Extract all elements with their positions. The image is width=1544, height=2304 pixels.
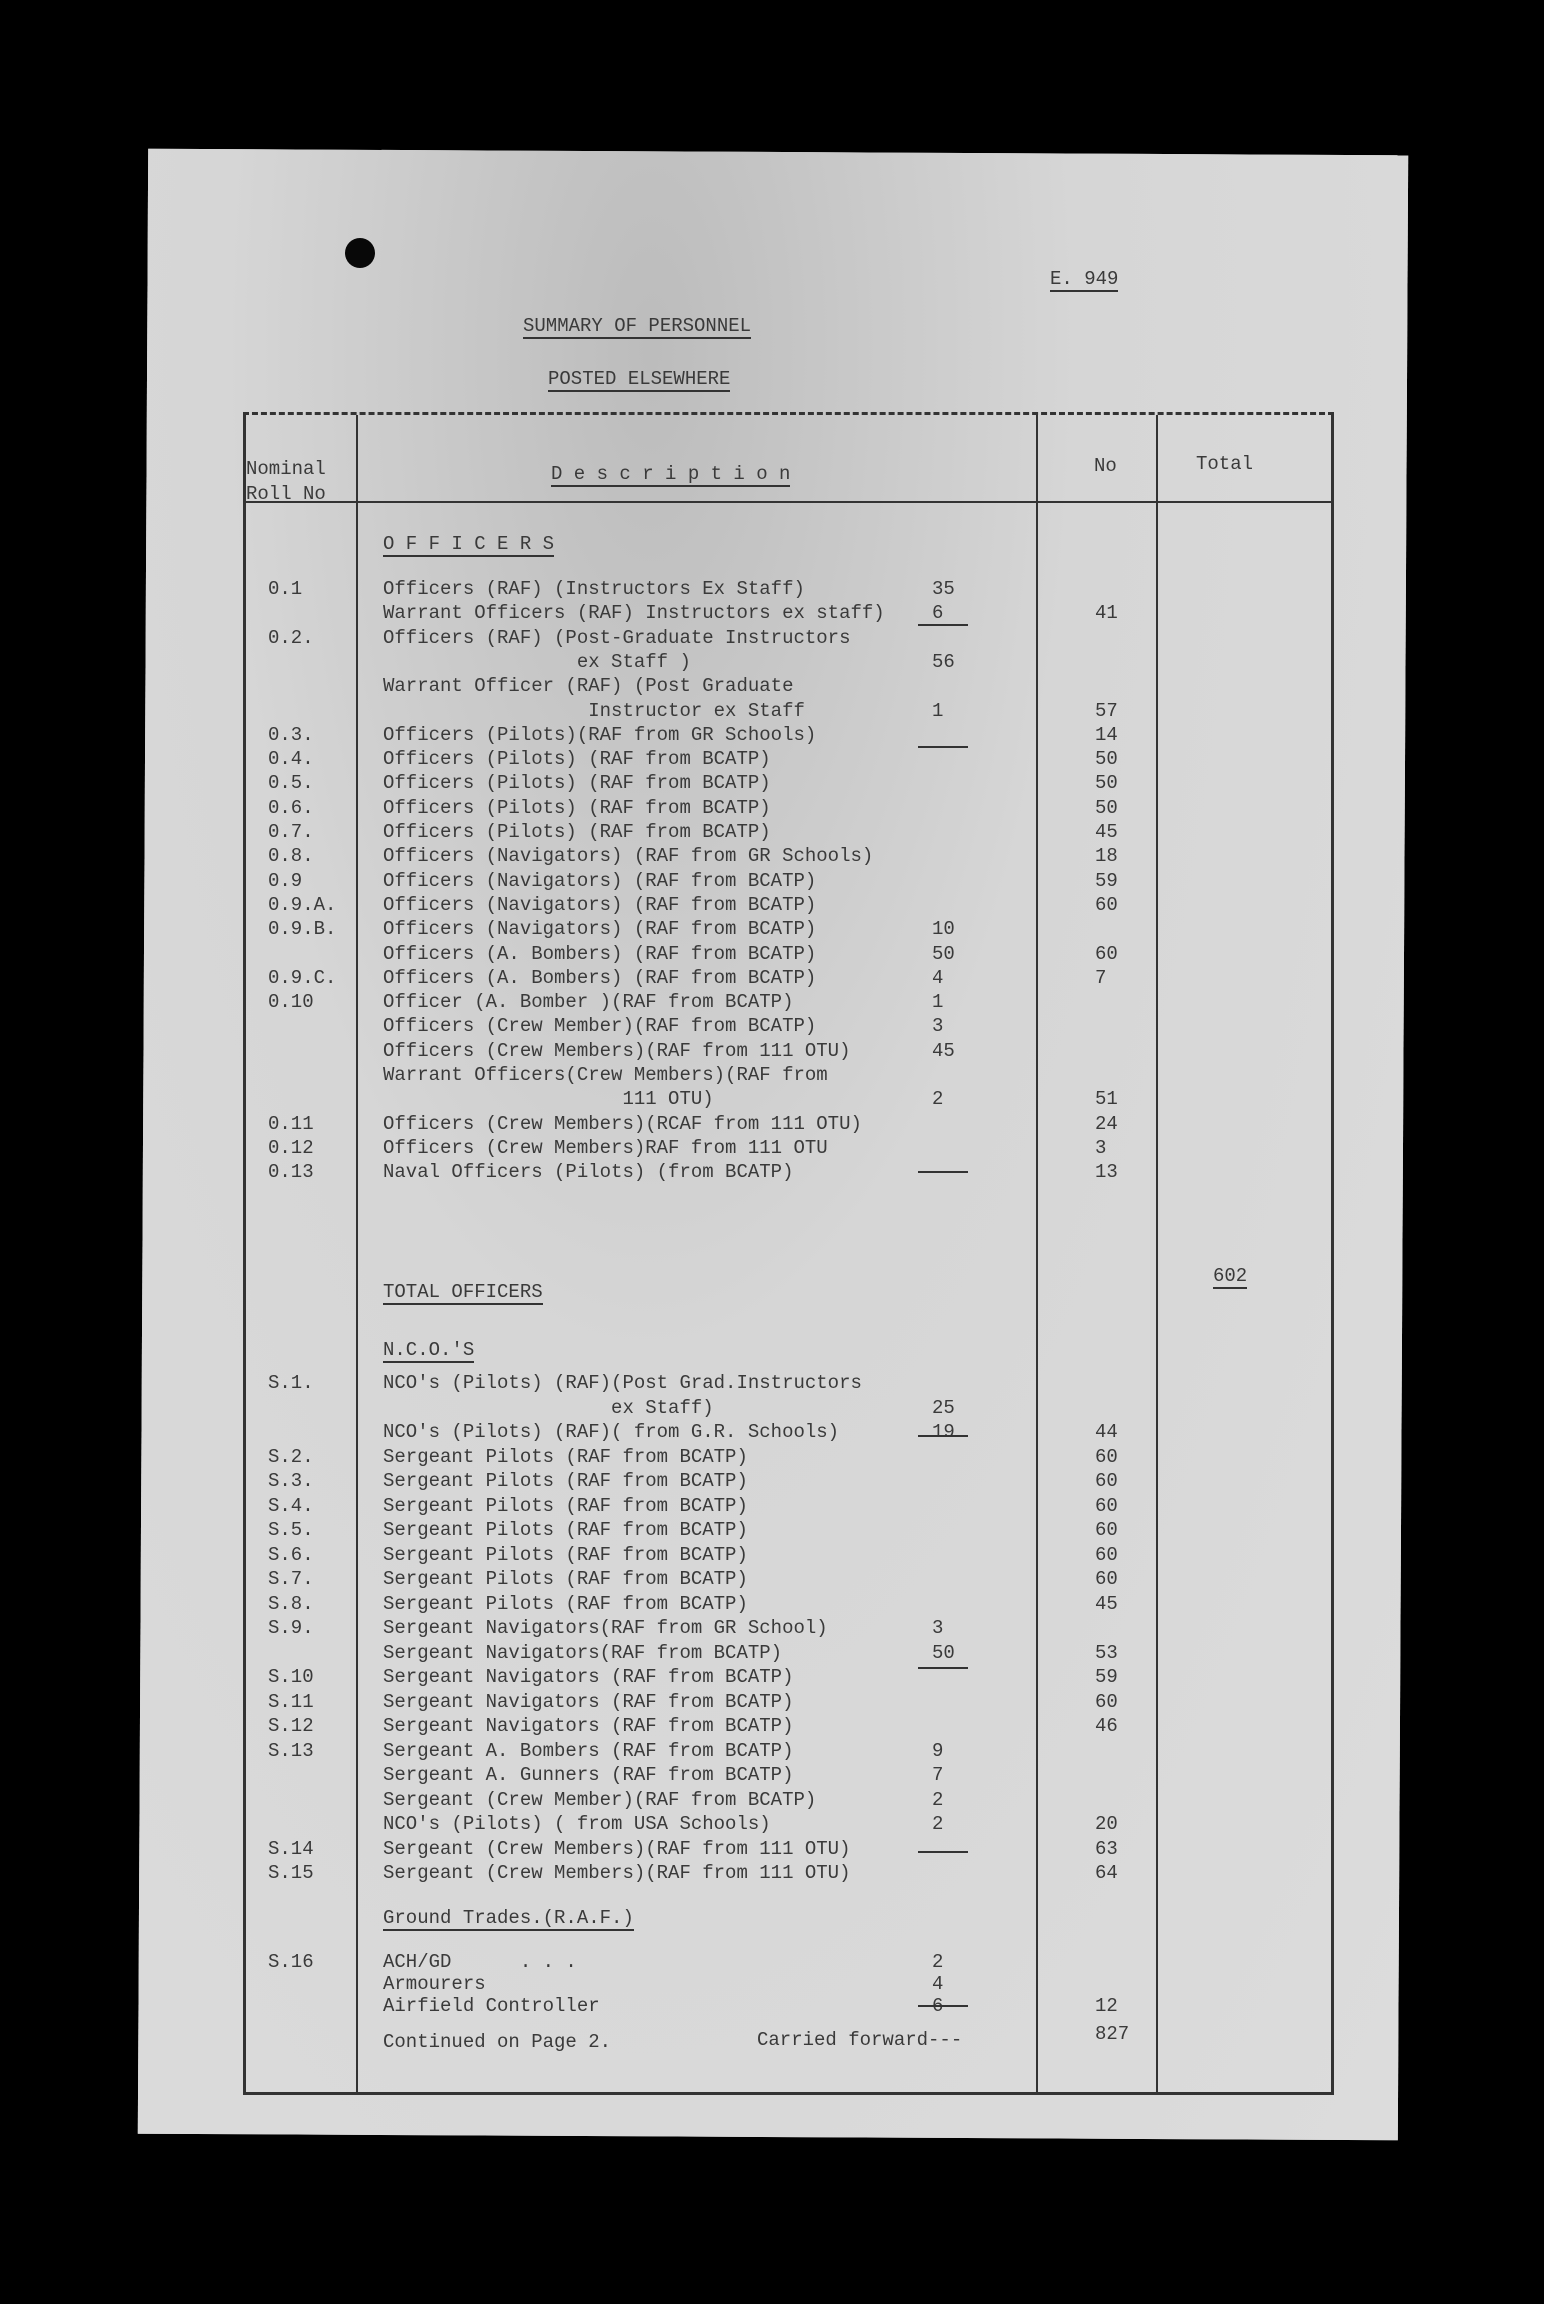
row-description: Officer (A. Bomber )(RAF from BCATP) — [383, 991, 794, 1014]
section-officers: O F F I C E R S — [383, 533, 555, 555]
row-description: Sergeant Navigators (RAF from BCATP) — [383, 1690, 794, 1713]
row-count: 41 — [1095, 602, 1118, 625]
roll-number: S.11 — [268, 1690, 314, 1713]
row-description: Warrant Officers(Crew Members)(RAF from — [383, 1064, 828, 1086]
row-count: 13 — [1095, 1161, 1118, 1184]
roll-number: 0.2. — [268, 626, 314, 649]
continued-note: Continued on Page 2. — [383, 2031, 612, 2053]
row-subcount: 3 — [932, 1015, 944, 1038]
row-description: Sergeant (Crew Members)(RAF from 111 OTU) — [383, 1837, 851, 1860]
roll-number: 0.9 — [268, 869, 303, 892]
row-count: 12 — [1095, 1995, 1118, 2017]
section-ground-trades: Ground Trades.(R.A.F.) — [383, 1907, 634, 1929]
total-officers-value: 602 — [1213, 1265, 1248, 1287]
row-description: Sergeant Pilots (RAF from BCATP) — [383, 1592, 748, 1615]
roll-number: 0.10 — [268, 991, 314, 1014]
roll-number: S.13 — [268, 1739, 314, 1762]
row-description: Officers (RAF) (Instructors Ex Staff) — [383, 578, 805, 600]
row-count: 60 — [1095, 1568, 1118, 1590]
row-description: Sergeant Pilots (RAF from BCATP) — [383, 1568, 748, 1590]
row-subcount: 56 — [932, 650, 955, 673]
row-description: Sergeant Navigators (RAF from BCATP) — [383, 1715, 794, 1737]
roll-number: S.7. — [268, 1568, 314, 1590]
document-reference: E. 949 — [1050, 268, 1119, 290]
row-description: Officers (A. Bombers) (RAF from BCATP) — [383, 966, 817, 989]
roll-number: 0.7. — [268, 821, 314, 843]
row-count: 59 — [1095, 869, 1118, 892]
subtotal-rule — [918, 746, 968, 748]
row-description: ex Staff) — [383, 1396, 714, 1419]
row-count: 59 — [1095, 1666, 1118, 1688]
row-description: NCO's (Pilots) (RAF)(Post Grad.Instructors — [383, 1372, 862, 1394]
row-description: Officers (A. Bombers) (RAF from BCATP) — [383, 942, 817, 965]
row-count: 60 — [1095, 942, 1118, 965]
subtotal-rule — [918, 1171, 968, 1173]
roll-number: 0.8. — [268, 845, 314, 868]
row-description: Armourers — [383, 1973, 486, 1995]
row-description: Officers (Crew Members)(RAF from 111 OTU) — [383, 1039, 851, 1062]
row-count: 60 — [1095, 1519, 1118, 1541]
row-count: 50 — [1095, 796, 1118, 819]
roll-number: S.2. — [268, 1445, 314, 1468]
subtotal-rule — [918, 1667, 968, 1669]
row-description: Officers (RAF) (Post-Graduate Instructors — [383, 626, 851, 649]
row-description: Sergeant A. Bombers (RAF from BCATP) — [383, 1739, 794, 1762]
row-description: Sergeant (Crew Member)(RAF from BCATP) — [383, 1788, 817, 1811]
row-count: 14 — [1095, 723, 1118, 746]
row-description: Officers (Crew Members)(RCAF from 111 OTU) — [383, 1112, 862, 1135]
roll-number: S.8. — [268, 1592, 314, 1615]
row-count: 60 — [1095, 1445, 1118, 1468]
row-subcount: 50 — [932, 1641, 955, 1664]
row-subcount: 2 — [932, 1813, 944, 1835]
row-description: Officers (Navigators) (RAF from GR Schools) — [383, 845, 874, 868]
row-description: Officers (Pilots) (RAF from BCATP) — [383, 796, 771, 819]
row-description: Naval Officers (Pilots) (from BCATP) — [383, 1161, 794, 1184]
row-description: NCO's (Pilots) ( from USA Schools) — [383, 1813, 771, 1835]
row-description: Sergeant Pilots (RAF from BCATP) — [383, 1470, 748, 1492]
header-no: No — [1094, 455, 1117, 477]
row-description: Officers (Navigators) (RAF from BCATP) — [383, 918, 817, 941]
roll-number: 0.4. — [268, 748, 314, 771]
row-subcount: 1 — [932, 699, 944, 722]
row-description: Officers (Navigators) (RAF from BCATP) — [383, 893, 817, 916]
row-description: Sergeant Navigators (RAF from BCATP) — [383, 1666, 794, 1688]
row-subcount: 6 — [932, 602, 944, 625]
row-count: 60 — [1095, 1543, 1118, 1566]
roll-number: 0.1 — [268, 578, 303, 600]
roll-number: 0.13 — [268, 1161, 314, 1184]
row-description: NCO's (Pilots) (RAF)( from G.R. Schools) — [383, 1421, 840, 1443]
roll-number: 0.12 — [268, 1136, 314, 1159]
row-description: Warrant Officers (RAF) Instructors ex staff) — [383, 602, 885, 625]
row-count: 46 — [1095, 1715, 1118, 1737]
row-count: 24 — [1095, 1112, 1118, 1135]
row-subcount: 3 — [932, 1617, 944, 1639]
row-description: Officers (Pilots) (RAF from BCATP) — [383, 772, 771, 795]
row-subcount: 25 — [932, 1396, 955, 1419]
row-description: Sergeant Pilots (RAF from BCATP) — [383, 1494, 748, 1517]
roll-number: S.4. — [268, 1494, 314, 1517]
row-subcount: 10 — [932, 918, 955, 941]
row-description: Sergeant (Crew Members)(RAF from 111 OTU) — [383, 1862, 851, 1884]
row-description: Sergeant Pilots (RAF from BCATP) — [383, 1543, 748, 1566]
row-count: 50 — [1095, 748, 1118, 771]
row-description: ACH/GD . . . — [383, 1951, 577, 1973]
row-subcount: 50 — [932, 942, 955, 965]
row-count: 45 — [1095, 1592, 1118, 1615]
row-description: Officers (Pilots) (RAF from BCATP) — [383, 821, 771, 843]
row-subcount: 7 — [932, 1764, 944, 1786]
row-description: Warrant Officer (RAF) (Post Graduate — [383, 675, 794, 698]
row-description: Officers (Crew Members)RAF from 111 OTU — [383, 1136, 828, 1159]
row-count: 53 — [1095, 1641, 1118, 1664]
row-count: 60 — [1095, 1690, 1118, 1713]
row-count: 64 — [1095, 1862, 1118, 1884]
roll-number: S.12 — [268, 1715, 314, 1737]
roll-number: S.10 — [268, 1666, 314, 1688]
row-subcount: 19 — [932, 1421, 955, 1443]
row-description: Airfield Controller — [383, 1995, 600, 2017]
row-count: 18 — [1095, 845, 1118, 868]
row-subcount: 4 — [932, 966, 944, 989]
header-roll-a: Nominal — [246, 458, 326, 480]
row-subcount: 1 — [932, 991, 944, 1014]
carried-forward-label: Carried forward--- — [757, 2029, 963, 2051]
subtotal-rule — [918, 1851, 968, 1853]
punch-hole — [345, 238, 375, 268]
subtotal-rule — [918, 624, 968, 626]
row-description: Sergeant A. Gunners (RAF from BCATP) — [383, 1764, 794, 1786]
row-count: 60 — [1095, 1470, 1118, 1492]
row-description: ex Staff ) — [383, 650, 691, 673]
row-description: Officers (Pilots) (RAF from BCATP) — [383, 748, 771, 771]
row-count: 57 — [1095, 699, 1118, 722]
row-subcount: 6 — [932, 1995, 944, 2017]
subtotal-rule — [918, 2005, 968, 2007]
roll-number: S.15 — [268, 1862, 314, 1884]
row-description: Sergeant Navigators(RAF from GR School) — [383, 1617, 828, 1639]
roll-number: S.14 — [268, 1837, 314, 1860]
document-subtitle: POSTED ELSEWHERE — [548, 368, 731, 390]
row-subcount: 45 — [932, 1039, 955, 1062]
roll-number: 0.6. — [268, 796, 314, 819]
row-count: 60 — [1095, 893, 1118, 916]
row-count: 44 — [1095, 1421, 1118, 1443]
roll-number: 0.5. — [268, 772, 314, 795]
row-description: Sergeant Pilots (RAF from BCATP) — [383, 1519, 748, 1541]
carried-forward-value: 827 — [1095, 2023, 1130, 2045]
roll-number: 0.11 — [268, 1112, 314, 1135]
roll-number: S.6. — [268, 1543, 314, 1566]
roll-number: S.9. — [268, 1617, 314, 1639]
row-description: Sergeant Pilots (RAF from BCATP) — [383, 1445, 748, 1468]
header-description: D e s c r i p t i o n — [551, 463, 791, 485]
row-count: 51 — [1095, 1088, 1118, 1111]
roll-number: 0.3. — [268, 723, 314, 746]
row-description: Officers (Pilots)(RAF from GR Schools) — [383, 723, 817, 746]
header-total: Total — [1196, 453, 1254, 475]
header-roll-b: Roll No — [246, 483, 326, 505]
roll-number: S.3. — [268, 1470, 314, 1492]
row-subcount: 2 — [932, 1088, 944, 1111]
row-count: 63 — [1095, 1837, 1118, 1860]
roll-number: 0.9.B. — [268, 918, 337, 941]
row-count: 7 — [1095, 966, 1107, 989]
subtotal-rule — [918, 1435, 968, 1437]
row-subcount: 2 — [932, 1951, 944, 1973]
document-title: SUMMARY OF PERSONNEL — [523, 315, 752, 337]
row-subcount: 2 — [932, 1788, 944, 1811]
roll-number: 0.9.C. — [268, 966, 337, 989]
row-subcount: 35 — [932, 578, 955, 600]
row-count: 20 — [1095, 1813, 1118, 1835]
row-count: 60 — [1095, 1494, 1118, 1517]
row-subcount: 4 — [932, 1973, 944, 1995]
row-description: 111 OTU) — [383, 1088, 714, 1111]
row-description: Officers (Crew Member)(RAF from BCATP) — [383, 1015, 817, 1038]
row-description: Officers (Navigators) (RAF from BCATP) — [383, 869, 817, 892]
row-description: Instructor ex Staff — [383, 699, 805, 722]
row-count: 3 — [1095, 1136, 1107, 1159]
row-count: 45 — [1095, 821, 1118, 843]
roll-number: S.16 — [268, 1951, 314, 1973]
row-description: Sergeant Navigators(RAF from BCATP) — [383, 1641, 783, 1664]
row-subcount: 9 — [932, 1739, 944, 1762]
section-ncos: N.C.O.'S — [383, 1339, 475, 1361]
roll-number: S.1. — [268, 1372, 314, 1394]
section-total-officers: TOTAL OFFICERS — [383, 1281, 543, 1303]
roll-number: 0.9.A. — [268, 893, 337, 916]
row-count: 50 — [1095, 772, 1118, 795]
roll-number: S.5. — [268, 1519, 314, 1541]
